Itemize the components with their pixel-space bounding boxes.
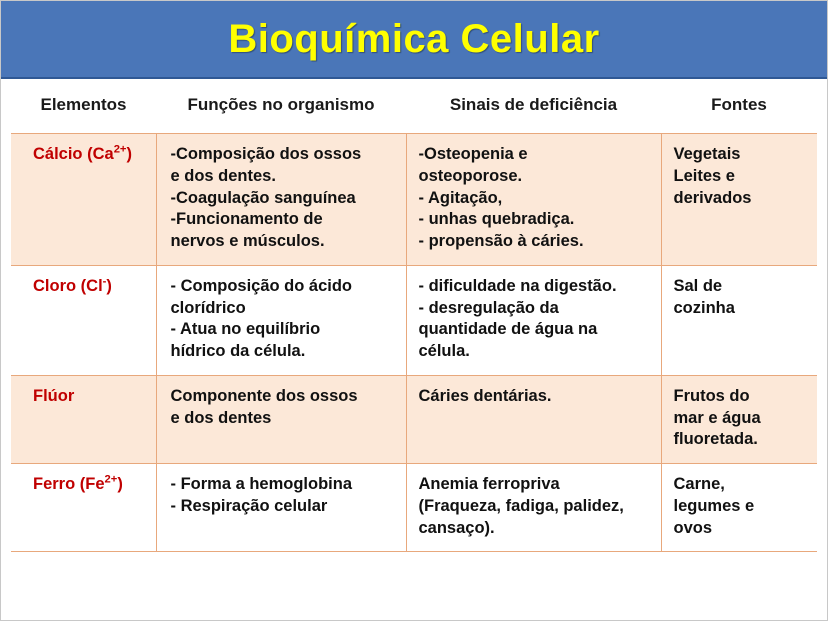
row-sinais — [406, 375, 661, 463]
text-line: -Coagulação sanguínea — [170, 188, 356, 207]
row-element-name — [11, 464, 156, 552]
text-line: e dos dentes. — [170, 166, 276, 185]
text-line: fluoretada. — [673, 430, 758, 449]
text-line: - Atua no equilíbrio — [170, 320, 321, 339]
row-fontes — [661, 464, 817, 552]
row-fontes — [661, 265, 817, 375]
text-line: -Osteopenia e — [418, 145, 528, 163]
text-line: - Forma a hemoglobina — [170, 475, 353, 494]
element-charge: 2+ — [113, 143, 127, 156]
element-charge: - — [102, 275, 107, 288]
title-bar — [1, 1, 827, 79]
text-line: Frutos do — [673, 386, 750, 405]
table-row — [11, 464, 817, 552]
text-line: (Fraqueza, fadiga, palidez, — [418, 496, 624, 515]
row-fontes — [661, 134, 817, 266]
text-line: - Composição do ácido — [170, 276, 353, 295]
column-header-funcoes: Funções no organismo — [156, 79, 406, 134]
text-line: Cáries dentárias. — [418, 386, 552, 405]
row-element-name — [11, 265, 156, 375]
text-line: - desregulação da — [418, 298, 559, 317]
text-line: e dos dentes — [170, 408, 272, 427]
row-sinais — [406, 464, 661, 552]
table-header-row — [11, 79, 817, 134]
text-line: - unhas quebradiça. — [418, 210, 575, 229]
element-label: Cloro (Cl — [33, 276, 103, 295]
page-title: Bioquímica Celular — [228, 16, 600, 61]
row-sinais — [406, 134, 661, 266]
text-line: Sal de — [673, 276, 723, 295]
element-label: Flúor — [33, 386, 75, 405]
row-element-name — [11, 134, 156, 266]
text-line: célula. — [418, 342, 470, 361]
text-line: Anemia ferropriva — [418, 475, 560, 494]
table-row — [11, 375, 817, 463]
column-header-sinais: Sinais de deficiência — [406, 79, 661, 134]
row-sinais — [406, 265, 661, 375]
text-line: -Composição dos ossos — [170, 145, 362, 163]
column-header-fontes: Fontes — [661, 79, 817, 134]
nutrients-table — [11, 79, 817, 552]
row-funcoes — [156, 464, 406, 552]
element-label: Ferro (Fe — [33, 475, 105, 494]
text-line: cozinha — [673, 298, 735, 317]
row-fontes — [661, 375, 817, 463]
text-line: cansaço). — [418, 518, 495, 537]
row-element-name — [11, 375, 156, 463]
row-funcoes — [156, 265, 406, 375]
text-line: Componente dos ossos — [170, 386, 358, 405]
text-line: - propensão à cáries. — [418, 232, 584, 251]
text-line: -Funcionamento de — [170, 210, 323, 229]
table-row — [11, 134, 817, 266]
table-header — [11, 79, 817, 134]
column-header-elementos: Elementos — [11, 79, 156, 134]
row-funcoes — [156, 134, 406, 266]
table-row — [11, 265, 817, 375]
text-line: osteoporose. — [418, 166, 523, 185]
text-line: mar e água — [673, 408, 761, 427]
table-body — [11, 134, 817, 552]
text-line: Carne, — [673, 475, 725, 494]
text-line: derivados — [673, 188, 752, 207]
element-charge: 2+ — [104, 473, 118, 486]
element-label-tail: ) — [106, 276, 112, 295]
row-funcoes — [156, 375, 406, 463]
text-line: quantidade de água na — [418, 320, 598, 339]
element-label: Cálcio (Ca — [33, 145, 114, 163]
text-line: Leites e — [673, 166, 735, 185]
text-line: - Respiração celular — [170, 496, 328, 515]
text-line: Vegetais — [673, 145, 741, 163]
text-line: hídrico da célula. — [170, 342, 306, 361]
element-label-tail: ) — [126, 145, 132, 163]
element-label-tail: ) — [117, 475, 123, 494]
text-line: legumes e — [673, 496, 755, 515]
text-line: - Agitação, — [418, 188, 503, 207]
text-line: - dificuldade na digestão. — [418, 276, 617, 295]
text-line: nervos e músculos. — [170, 232, 325, 251]
text-line: ovos — [673, 518, 713, 537]
text-line: clorídrico — [170, 298, 246, 317]
